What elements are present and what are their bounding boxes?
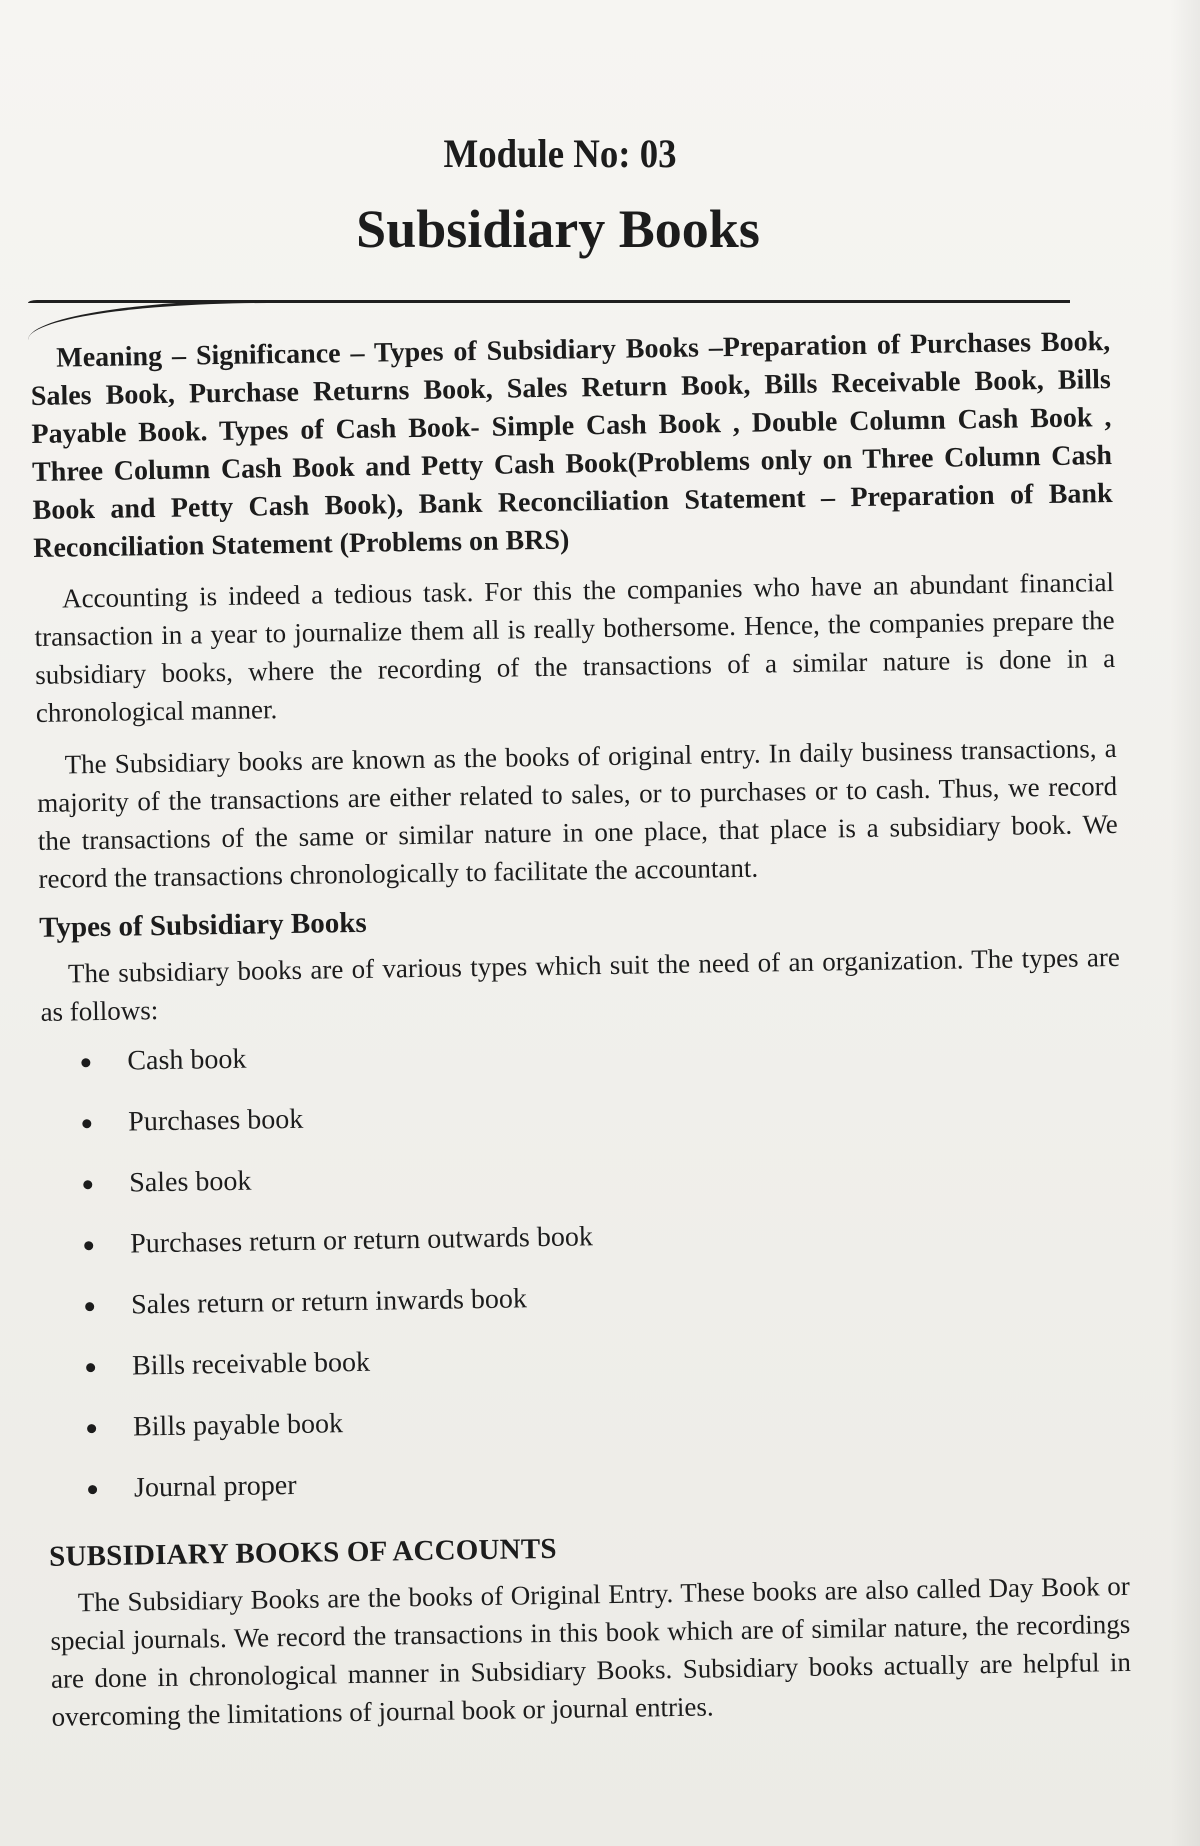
list-item-label: Bills payable book xyxy=(132,1408,344,1443)
page-title: Subsidiary Books xyxy=(356,199,760,259)
list-item-label: Sales book xyxy=(129,1165,252,1199)
bullet-icon xyxy=(84,1241,93,1250)
list-item-label: Cash book xyxy=(127,1043,247,1077)
bullet-icon xyxy=(87,1424,96,1433)
types-list xyxy=(41,1028,1129,1533)
paragraph-intro: Accounting is indeed a tedious task. For this the companies who have an abundant financial transaction in a year to journalize them all is really bothersome. Hence, the companies prepare the subsidiary books, where the recording of the transactions of a similar nature is done in a chronological manner. xyxy=(34,567,1116,728)
bullet-icon xyxy=(81,1058,90,1067)
bullet-icon xyxy=(88,1485,97,1494)
list-item-label: Journal proper xyxy=(133,1469,297,1504)
paragraph-accounts: The Subsidiary Books are the books of Original Entry. These books are also called Day Book or special journals. We record the transactions in this book which are of similar nature, the recordings are done in chronological manner in Subsidiary Books. Subsidiary books actually are helpful in overcoming the limitations of journal book or journal entries. xyxy=(50,1570,1132,1732)
title-divider-curve xyxy=(28,300,268,340)
types-heading: Types of Subsidiary Books xyxy=(38,906,367,944)
page-edge-shadow xyxy=(1170,0,1200,1846)
syllabus-summary: Meaning – Significance – Types of Subsidiary Books –Preparation of Purchases Book, Sales Book, Purchase Returns Book, Sales Return Book, Bills Receivable Book, Bills Payable Book. Types of Cash Book- Simple Cash Book , Double Column Cash Book , Three Column Cash Book and Petty Cash Book(Problems only on Three Column Cash Book and Petty Cash Book), Bank Reconciliation Statement – Preparation of Bank Reconciliation Statement (Problems on BRS) xyxy=(30,326,1113,564)
bullet-icon xyxy=(85,1302,94,1311)
paragraph-original-entry: The Subsidiary books are known as the books of original entry. In daily business transactions, a majority of the transactions are either related to sales, or to purchases or to cash. Thus, we record the transactions of the same or similar nature in one place, that place is a subsidiary book. We record the transactions chronologically to facilitate the accountant. xyxy=(37,732,1118,894)
list-item-label: Sales return or return inwards book xyxy=(130,1283,528,1321)
accounts-heading: SUBSIDIARY BOOKS OF ACCOUNTS xyxy=(48,1532,557,1573)
module-number: Module No: 03 xyxy=(443,131,677,176)
bullet-icon xyxy=(83,1180,92,1189)
bullet-icon xyxy=(86,1363,95,1372)
list-item-label: Purchases return or return outwards book xyxy=(129,1221,594,1260)
types-intro: The subsidiary books are of various types which suit the need of an organization. The types are as follows: xyxy=(40,941,1121,1027)
list-item-label: Bills receivable book xyxy=(131,1346,371,1382)
list-item-label: Purchases book xyxy=(128,1103,304,1138)
page-content xyxy=(30,323,1132,1750)
bullet-icon xyxy=(82,1119,91,1128)
